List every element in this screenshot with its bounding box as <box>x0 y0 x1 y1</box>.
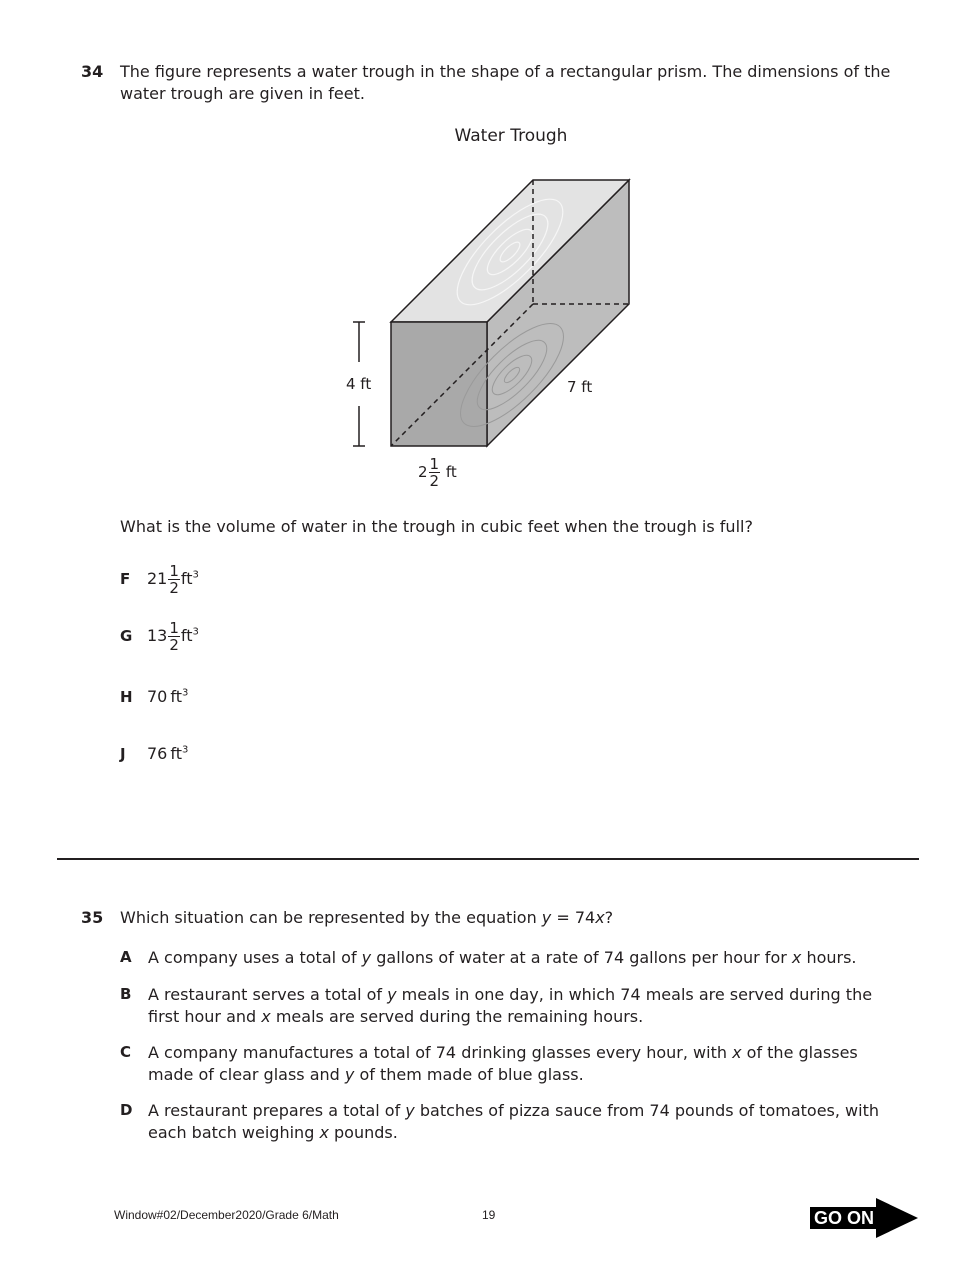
go-on-label: GO ON <box>810 1207 878 1229</box>
length-label: 7 ft <box>567 378 593 396</box>
width-label: 2 $\frac{1}{2}$ ft <box>418 455 457 490</box>
question-34-prompt: What is the volume of water in the trough in cubic feet when the trough is full? <box>120 517 753 536</box>
water-trough-figure <box>330 170 650 460</box>
height-label: 4 ft <box>346 375 372 393</box>
question-34-stem: The figure represents a water trough in the shape of a rectangular prism. The dimensions of the water trough are given in feet. <box>120 62 891 103</box>
option-f[interactable]: F 21 $\frac{1}{2}$ $ft^3$ <box>120 562 199 597</box>
option-a-text: A company uses a total of y gallons of water at a rate of 74 gallons per hour for x hours. <box>148 948 857 967</box>
question-35-stem: Which situation can be represented by the equation y = 74x? <box>120 908 614 927</box>
page-number: 19 <box>482 1208 496 1222</box>
option-f-fraction: $\frac{1}{2}$ <box>169 562 179 597</box>
figure-title: Water Trough <box>454 126 568 146</box>
option-g-fraction: $\frac{1}{2}$ <box>169 619 179 654</box>
option-c[interactable]: C A company manufactures a total of 74 drinking glasses every hour, with x of the glasses made of clear glass and y of them made of blue glass. <box>120 1042 890 1086</box>
option-j[interactable]: J 76 $ft^3$ <box>120 744 189 763</box>
question-34-number: 34 <box>81 62 104 81</box>
section-divider <box>57 858 919 860</box>
question-35-number: 35 <box>81 908 104 927</box>
width-fraction: $\frac{1}{2}$ <box>429 455 440 490</box>
footer-source: Window#02/December2020/Grade 6/Math <box>114 1208 339 1222</box>
option-b[interactable]: B A restaurant serves a total of y meals in one day, in which 74 meals are served during the first hour and x meals are served during the remaining hours. <box>120 984 890 1028</box>
option-c-text: A company manufactures a total of 74 drinking glasses every hour, with x of the glasses made of clear glass and y of them made of blue glass. <box>148 1043 858 1084</box>
option-d[interactable]: D A restaurant prepares a total of y batches of pizza sauce from 74 pounds of tomatoes, with each batch weighing x pounds. <box>120 1100 890 1144</box>
option-g[interactable]: G 13 $\frac{1}{2}$ $ft^3$ <box>120 619 199 654</box>
option-a[interactable]: A A company uses a total of y gallons of water at a rate of 74 gallons per hour for x hours. <box>120 947 890 969</box>
trough-front-face <box>391 322 487 446</box>
option-d-text: A restaurant prepares a total of y batches of pizza sauce from 74 pounds of tomatoes, with each batch weighing x pounds. <box>148 1101 879 1142</box>
option-h[interactable]: H 70 $ft^3$ <box>120 687 189 706</box>
go-on-indicator <box>810 1198 919 1238</box>
option-b-text: A restaurant serves a total of y meals in one day, in which 74 meals are served during the first hour and x meals are served during the remaining hours. <box>148 985 873 1026</box>
